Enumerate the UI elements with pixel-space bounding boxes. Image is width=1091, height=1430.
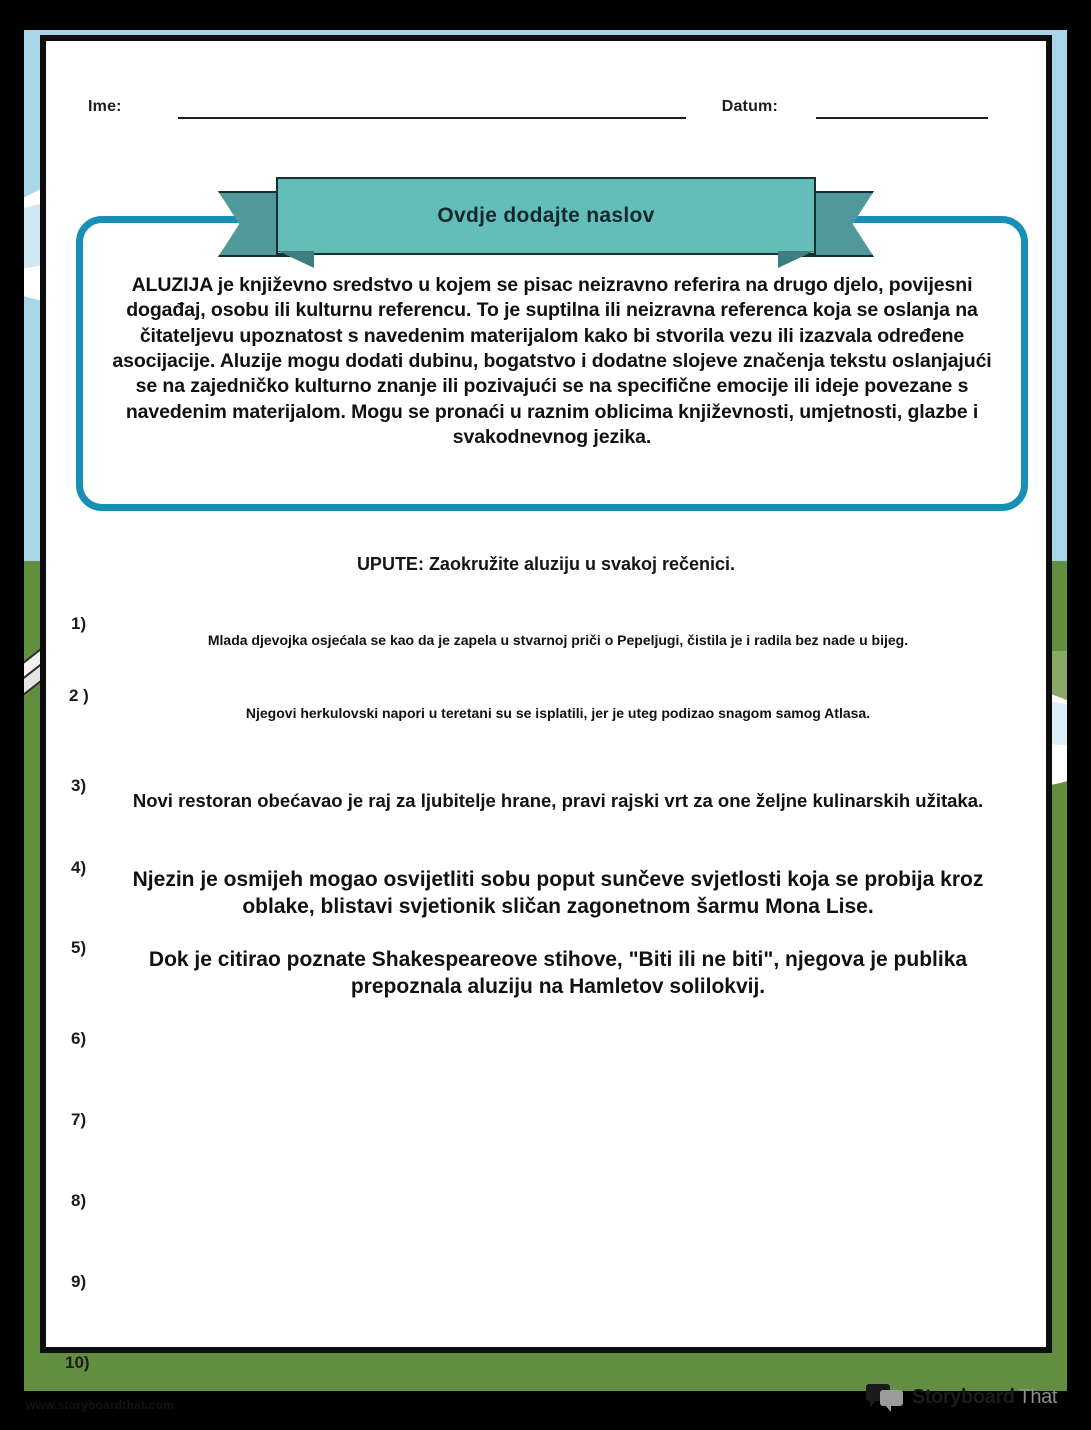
question-number: 6) <box>71 1029 87 1048</box>
question-text: Dok je citirao poznate Shakespeareove stihove, "Biti ili ne biti", njegova je publika prepoznala aluziju na Hamletov solilokvij. <box>148 948 968 998</box>
question-number: 7) <box>71 1110 87 1129</box>
ribbon-panel[interactable] <box>276 177 816 255</box>
question-list <box>46 586 1046 1372</box>
logo-word-secondary: That <box>1018 1385 1057 1408</box>
date-input-line[interactable] <box>816 116 988 119</box>
name-input-line[interactable] <box>178 116 686 119</box>
question-number: 8) <box>71 1191 87 1210</box>
question-number: 9) <box>71 1272 87 1291</box>
question-number: 3) <box>71 776 87 795</box>
question-number: 2 ) <box>69 686 89 705</box>
worksheet-page <box>40 35 1052 1372</box>
question-text: Novi restoran obećavao je raj za ljubitelje hrane, pravi rajski vrt za one željne kulinarskih užitaka. <box>132 790 984 811</box>
question-text: Mlada djevojka osjećala se kao da je zapela u stvarnoj priči o Pepeljugi, čistila je i radila bez nade u bijeg. <box>207 632 909 648</box>
question-text: Njezin je osmijeh mogao osvijetliti sobu poput sunčeve svjetlosti koja se probija kroz oblake, blistavi svjetionik sličan zagonetnom šarmu Mona Lise. <box>132 868 984 918</box>
name-field-label: Ime: <box>88 98 122 115</box>
storyboardthat-logo <box>866 1384 1057 1410</box>
definition-box <box>76 216 1028 511</box>
watermark-url: www.storyboardthat.com <box>26 1398 174 1412</box>
question-text: Njegovi herkulovski napori u teretani su se isplatili, jer je uteg podizao snagom samog Atlasa. <box>245 705 871 721</box>
title-ribbon-banner[interactable] <box>276 177 816 255</box>
question-number: 10) <box>65 1353 90 1372</box>
question-number: 1) <box>71 614 87 633</box>
question-number: 4) <box>71 858 87 877</box>
worksheet-title: Ovdje dodajte naslov <box>437 204 655 227</box>
speech-bubble-icon <box>866 1384 906 1410</box>
date-field-label: Datum: <box>721 98 779 115</box>
definition-text: ALUZIJA je književno sredstvo u kojem se pisac neizravno referira na drugo djelo, povijesni događaj, osobu ili kulturnu referencu. To je suptilna ili neizravna referenca koja se oslanja na čitateljevu upoznatost s navedenim materijalom kako bi stvorila vezu ili izazvala određene asocijacije. Aluzije mogu dodati dubinu, bogatstvo i dodatne slojeve značenja tekstu oslanjajući se na zajedničko kulturno znanje ili pozivajući se na specifične emocije ili ideje povezane s navedenim materijalom. Mogu se pronaći u raznim oblicima književnosti, umjetnosti, glazbe i svakodnevnog jezika. <box>112 274 992 449</box>
logo-word-primary: Storyboard <box>911 1385 1015 1408</box>
instructions-text: UPUTE: Zaokružite aluziju u svakoj rečenici. <box>356 554 736 574</box>
worksheet-header <box>46 79 1046 119</box>
speech-bubble-gray-icon <box>880 1390 903 1406</box>
question-number: 5) <box>71 938 87 957</box>
